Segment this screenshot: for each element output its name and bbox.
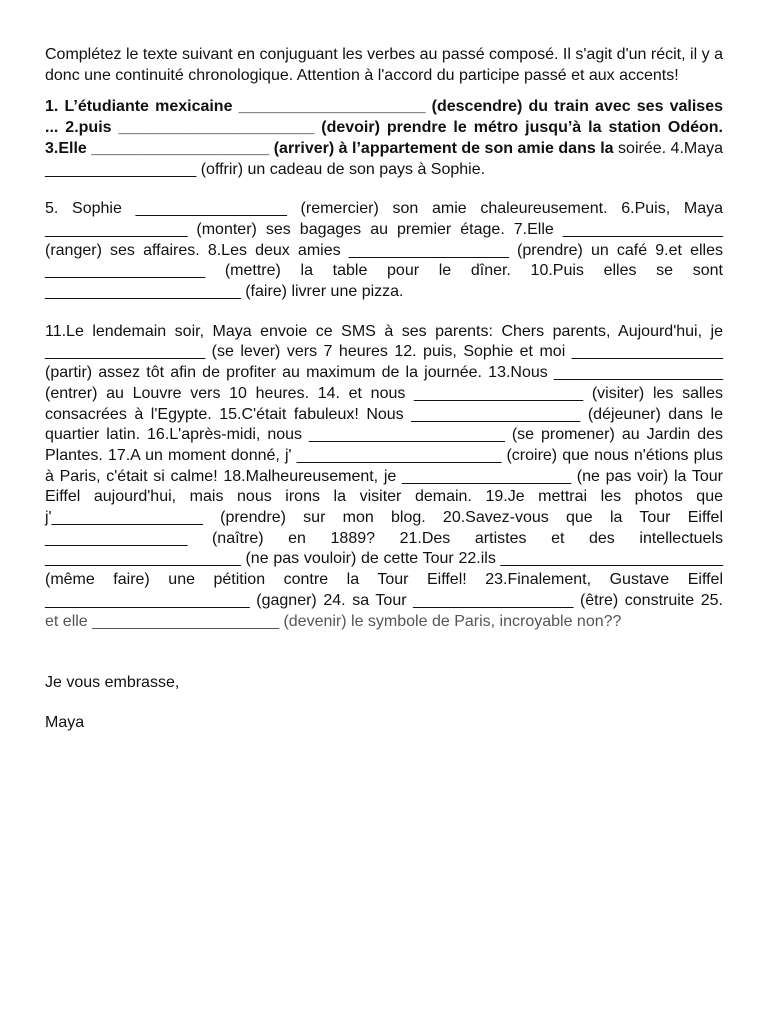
exercise-page (45, 45, 723, 734)
paragraph-2: 5. Sophie _________________ (remercier) son amie chaleureusement. 6.Puis, Maya ________________ (monter) ses bagages au premier étage. 7.Elle __________________ (ranger) ses affaires. 8.Les deux amies __________________ (prendre) un café 9.et elles __________________ (mettre) la table pour le dîner. 10.Puis elles se sont ______________________ (faire) livrer une pizza. (45, 200, 723, 301)
signature-gap (45, 694, 723, 713)
paragraph-gap (45, 180, 723, 199)
closing-line: Je vous embrasse, (45, 674, 180, 692)
paragraph-3-soft-part: et elle _____________________ (devenir) le symbole de Paris, incroyable non?? (45, 612, 622, 630)
instructions: Complétez le texte suivant en conjuguant les verbes au passé composé. Il s'agit d'un récit, il y a donc une continuité chronologique. Attention à l'accord du participe passé et aux accents! (45, 46, 723, 84)
paragraph-1 (45, 97, 723, 180)
signature: Maya (45, 713, 85, 731)
paragraph-3-main-part: 11.Le lendemain soir, Maya envoie ce SMS à ses parents: Chers parents, Aujourd'hui, je __________________ (se lever) vers 7 heures 12. puis, Sophie et moi _________________ (partir) assez tôt afin de profiter au maximum de la journée. 13.Nous ___________________ (entrer) au Louvre vers 10 heures. 14. et nous ___________________ (visiter) les salles consacrées à l'Egypte. 15.C'était fabuleux! Nous ___________________ (déjeuner) dans le quartier latin. 16.L'après-midi, nous ______________________ (se promener) au Jardin des Plantes. 17.A un moment donné, j' _______________________ (croire) que nous n'étions plus à Paris, c'était si calme! 18.Malheureusement, je ___________________ (ne pas voir) la Tour Eiffel aujourd'hui, mais nous irons la visiter demain. 19.Je mettrai les photos que j'_________________ (prendre) sur mon blog. 20.Savez-vous que la Tour Eiffel ________________ (naître) en 1889? 21.Des artistes et des intellectuels ______________________ (ne pas vouloir) de cette Tour 22.ils _________________________ (même faire) une pétition contre la Tour Eiffel! 23.Finalement, Gustave Eiffel _______________________ (gagner) 24. sa Tour __________________ (être) construite 25. (45, 322, 723, 609)
closing-gap (45, 632, 723, 673)
paragraph-3 (45, 322, 723, 633)
paragraph-1-bold-part: 1. L’étudiante mexicaine _____________________ (descendre) du train avec ses valises ... 2.puis ______________________ (devoir) prendre le métro jusqu’à la station Odéon. 3.Elle ____________________ (arriver) à l’appartement de son amie dans la (45, 98, 723, 157)
paragraph-1-regular-part: soirée. 4.Maya _________________ (offrir) un cadeau de son pays à Sophie. (45, 139, 724, 178)
paragraph-gap (45, 303, 723, 322)
